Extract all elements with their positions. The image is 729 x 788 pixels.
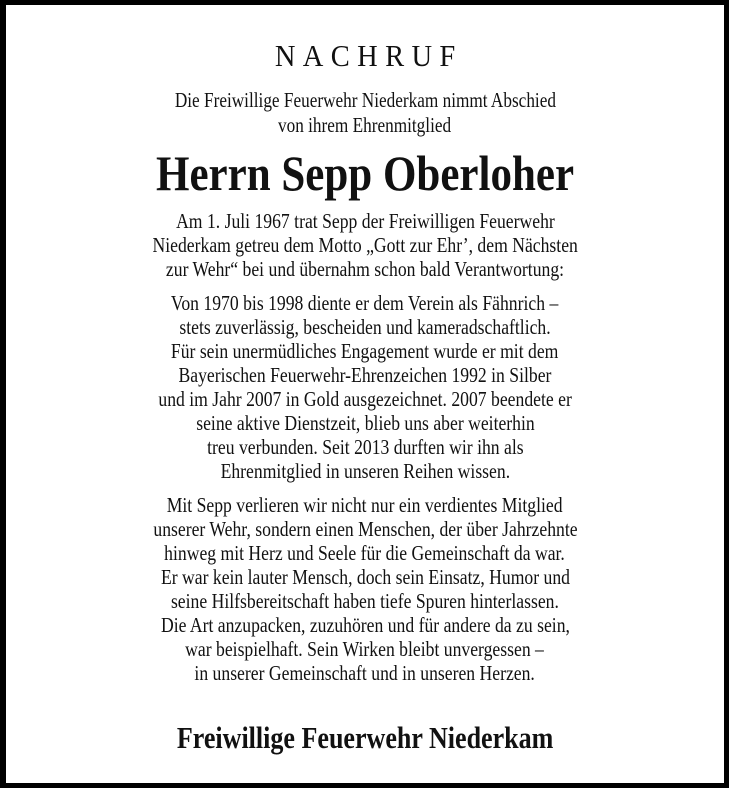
body-text: Niederkam getreu dem Motto „Gott zur Ehr’, dem Nächsten bbox=[152, 233, 578, 257]
body-text: stets zuverlässig, bescheiden und kameradschaftlich. bbox=[179, 315, 551, 339]
body-text: in unserer Gemeinschaft und in unseren Herzen. bbox=[194, 661, 536, 685]
body-text: war beispielhaft. Sein Wirken bleibt unvergessen – bbox=[185, 637, 545, 661]
body-text: Er war kein lauter Mensch, doch sein Einsatz, Humor und bbox=[160, 565, 570, 589]
deceased-name bbox=[6, 145, 724, 201]
paragraph-2-line bbox=[6, 315, 724, 339]
paragraph-2-line bbox=[6, 459, 724, 483]
body-text: hinweg mit Herz und Seele für die Gemeinschaft da war. bbox=[164, 541, 566, 565]
notice-heading bbox=[6, 39, 724, 73]
paragraph-1-line bbox=[6, 257, 724, 281]
paragraph-3-line bbox=[6, 637, 724, 661]
body-text: seine Hilfsbereitschaft haben tiefe Spuren hinterlassen. bbox=[171, 589, 559, 613]
paragraph-3-line bbox=[6, 565, 724, 589]
obituary-notice bbox=[6, 5, 724, 783]
body-text: Am 1. Juli 1967 trat Sepp der Freiwilligen Feuerwehr bbox=[175, 209, 555, 233]
intro-text: von ihrem Ehrenmitglied bbox=[278, 113, 452, 137]
paragraph-1-line bbox=[6, 209, 724, 233]
paragraph-3-line bbox=[6, 613, 724, 637]
body-text: treu verbunden. Seit 2013 durften wir ihn als bbox=[206, 435, 524, 459]
signature-organization bbox=[6, 720, 724, 756]
body-text: Bayerischen Feuerwehr-Ehrenzeichen 1992 in Silber bbox=[178, 363, 552, 387]
notice-heading-text: NACHRUF bbox=[274, 38, 463, 73]
body-text: unserer Wehr, sondern einen Menschen, der über Jahrzehnte bbox=[152, 517, 578, 541]
deceased-name-text: Herrn Sepp Oberloher bbox=[155, 145, 575, 201]
paragraph-2-line bbox=[6, 387, 724, 411]
paragraph-3-line bbox=[6, 517, 724, 541]
paragraph-3-line bbox=[6, 589, 724, 613]
body-text: Von 1970 bis 1998 diente er dem Verein als Fähnrich – bbox=[171, 291, 559, 315]
body-text: Für sein unermüdliches Engagement wurde er mit dem bbox=[171, 339, 559, 363]
paragraph-3-line bbox=[6, 541, 724, 565]
paragraph-1-line bbox=[6, 233, 724, 257]
body-text: Die Art anzupacken, zuzuhören und für andere da zu sein, bbox=[160, 613, 570, 637]
paragraph-3-line bbox=[6, 493, 724, 517]
paragraph-2-line bbox=[6, 435, 724, 459]
paragraph-3-line bbox=[6, 661, 724, 685]
paragraph-2-line bbox=[6, 411, 724, 435]
body-text: Ehrenmitglied in unseren Reihen wissen. bbox=[220, 459, 510, 483]
signature-text: Freiwillige Feuerwehr Niederkam bbox=[176, 720, 554, 755]
paragraph-2-line bbox=[6, 339, 724, 363]
intro-text: Die Freiwillige Feuerwehr Niederkam nimmt Abschied bbox=[174, 88, 556, 112]
body-text: und im Jahr 2007 in Gold ausgezeichnet. 2007 beendete er bbox=[158, 387, 572, 411]
body-text: zur Wehr“ bei und übernahm schon bald Verantwortung: bbox=[165, 257, 565, 281]
intro-line-1 bbox=[6, 88, 724, 112]
body-text: Mit Sepp verlieren wir nicht nur ein verdientes Mitglied bbox=[167, 493, 563, 517]
paragraph-2-line bbox=[6, 363, 724, 387]
intro-line-2 bbox=[6, 113, 724, 137]
body-text: seine aktive Dienstzeit, blieb uns aber weiterhin bbox=[195, 411, 535, 435]
paragraph-2-line bbox=[6, 291, 724, 315]
